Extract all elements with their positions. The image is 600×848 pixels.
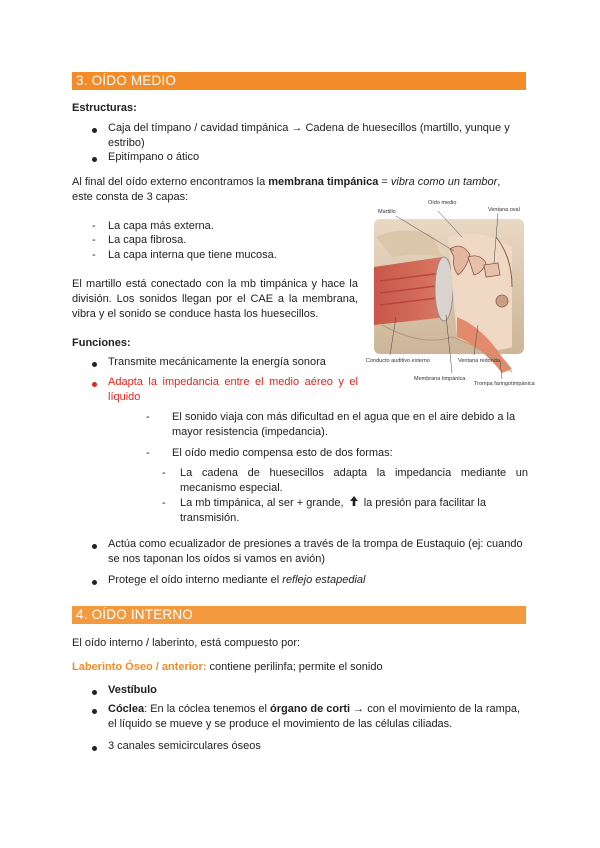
dash-marker: - [92,220,96,232]
funcion-3: Actúa como ecualizador de presiones a través de la trompa de Eustaquio (ej: cuando se nos taponan los oídos si vamos en avión) [108,538,523,565]
dash-marker: - [92,234,96,246]
middle-ear-diagram [362,197,535,389]
membrana-intro-line2: este consta de 3 capas: [72,191,189,203]
funcion-1: Transmite mecánicamente la energía sonora [108,356,326,368]
oido-interno-intro: El oído interno / laberinto, está compuesto por: [72,637,301,649]
estructuras-heading: Estructuras: [72,102,137,114]
dash-marker: - [92,249,96,261]
laberinto-oseo-text: contiene perilinfa; permite el sonido [206,661,383,673]
bullet-dot [92,709,97,714]
section-3-header: 3. OÍDO MEDIO [72,72,526,90]
funcion-4-text: Protege el oído interno mediante el [108,574,283,586]
coclea-item [108,702,528,732]
reflejo-estapedial: reflejo estapedial [282,574,366,586]
bullet-dot [92,544,97,549]
dash-marker: - [146,447,150,459]
dash-marker: - [162,497,166,509]
membrana-intro-line1 [72,175,528,190]
label-martillo: Martillo [378,209,396,215]
laberinto-oseo-label: Laberinto Óseo / anterior: [72,661,207,673]
bullet-dot [92,580,97,585]
dash-marker: - [162,467,166,479]
martillo-paragraph: El martillo está conectado con la mb timpánica y hace la división. Los sonidos llegan por el CAE a la membrana, vibra y el sonido se conduce hasta los huesecillos. [72,278,358,320]
laberinto-oseo-line [72,660,383,675]
estructuras-item-1: Caja del tímpano / cavidad timpánica → Cadena de huesecillos (martillo, yunque y estribo) [108,122,510,149]
intro-text: Al final del oído externo encontramos la [72,176,269,188]
bullet-dot [92,157,97,162]
coclea-post: → con el movimiento de la rampa, el líquido se mueve y se produce el movimiento de las células ciliadas. [108,703,521,730]
capa-1: La capa más externa. [108,220,214,232]
bullet-dot-red [92,382,97,387]
funciones-heading: Funciones: [72,337,131,349]
bullet-dot [92,362,97,367]
intro-comma: , [497,176,501,188]
subsub-item-1: La cadena de huesecillos adapta la impedancia mediante un mecanismo especial. [180,467,528,494]
capa-2: La capa fibrosa. [108,234,187,246]
subsub-2-post: la presión para facilitar la transmisión. [180,497,486,524]
label-oido-medio: Oído medio [428,200,457,206]
coclea-term: Cóclea [108,703,145,715]
membrana-timpanica-term: membrana timpánica [268,176,379,188]
label-ventana-redonda: Ventana redonda [458,358,500,364]
dash-marker: - [146,411,150,423]
canales-item: 3 canales semicirculares óseos [108,740,261,752]
coclea-pre: : En la cóclea tenemos el [144,703,271,715]
bullet-dot [92,690,97,695]
subsub-item-2 [180,496,528,526]
sub-item-2: El oído medio compensa esto de dos formas: [172,447,393,459]
funcion-4 [108,573,365,588]
capa-3: La capa interna que tiene mucosa. [108,249,277,261]
sub-item-1: El sonido viaja con más dificultad en el agua que en el aire debido a la mayor resistencia (impedancia). [172,411,516,438]
organo-corti-term: órgano de corti [270,703,351,715]
label-membrana: Membrana timpánica [414,376,466,382]
bullet-dot [92,746,97,751]
vibra-tambor-text: vibra como un tambor [390,176,498,188]
estructuras-item-2: Epitímpano o ático [108,151,200,163]
label-conducto: Conducto auditivo externo [366,358,430,364]
up-arrow-icon [350,496,358,511]
label-ventana-oval: Ventana oval [488,207,520,213]
bullet-dot [92,128,97,133]
subsub-2-pre: La mb timpánica, al ser + grande, [180,497,344,509]
section-4-header: 4. OÍDO INTERNO [72,606,526,624]
vestibulo-item: Vestíbulo [108,684,157,696]
funcion-2: Adapta la impedancia entre el medio aéreo y el líquido [108,376,358,403]
intro-equals: = [378,176,391,188]
label-trompa: Trompa faringotimpánica [474,381,535,387]
